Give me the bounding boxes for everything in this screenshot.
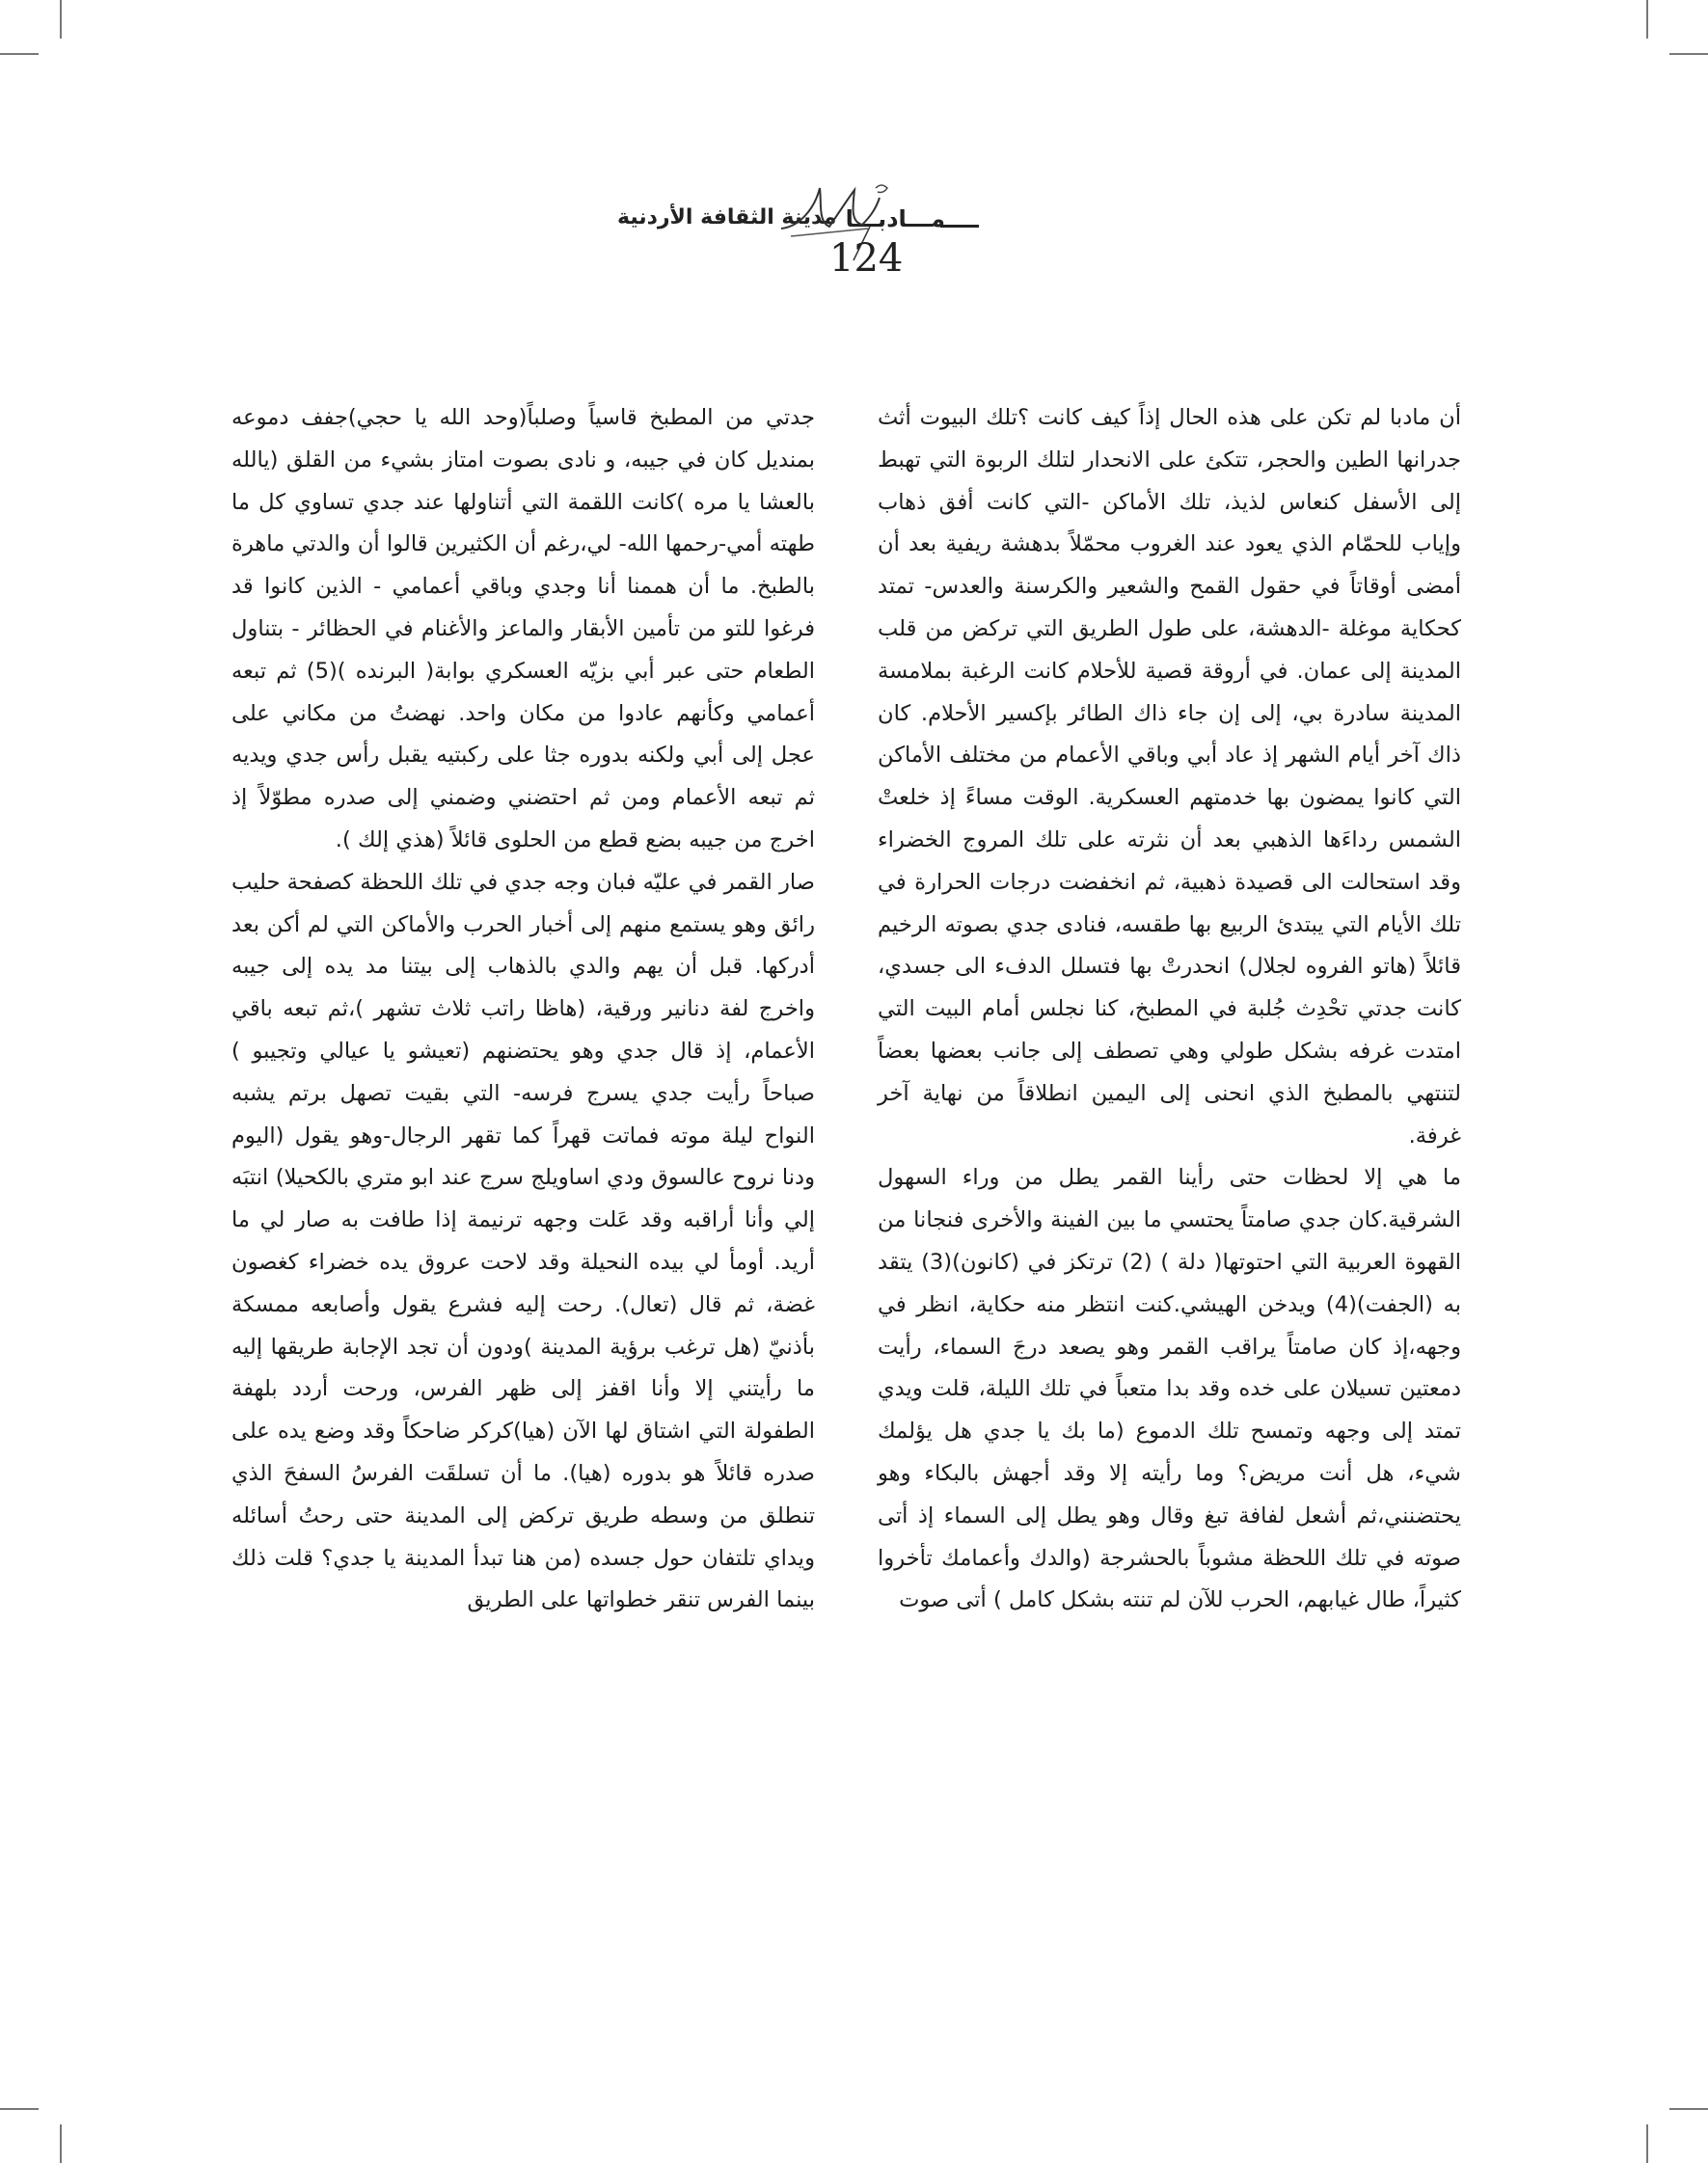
paragraph: أن مادبا لم تكن على هذه الحال إذاً كيف كانت ؟تلك البيوت أثث جدرانها الطين والحجر، تتكئ على الانحدار لتلك الربوة التي تهبط إلى الأسفل كنعاس لذيذ، تلك الأماكن -التي كانت أفق ذهاب وإياب للحمّام الذي يعود عند الغروب محمّلاً بدهشة ريفية بعد أن أمضى أوقاتاً في حقول القمح والشعير والكرسنة والعدس- تمتد كحكاية موغلة -الدهشة، على طول الطريق التي تركض من قلب المدينة إلى عمان. في أروقة قصية للأحلام كانت الرغبة بملامسة المدينة سادرة بي، إلى إن جاء ذاك الطائر بإكسير الأحلام. كان ذاك آخر أيام الشهر إذ عاد أبي وباقي الأعمام من مختلف الأماكن التي كانوا يمضون بها خدمتهم العسكرية. الوقت مساءً إذ خلعتْ الشمس رداءَها الذهبي بعد أن نثرته على تلك المروج الخضراء وقد استحالت الى قصيدة ذهبية، ثم انخفضت درجات الحرارة في تلك الأيام التي يبتدئ الربيع بها طقسه، فنادى جدي بصوته الرخيم قائلاً (هاتو الفروه لجلال) انحدرتْ بها فتسلل الدفء الى جسدي، كانت جدتي تحْدِث جُلبة في المطبخ، كنا نجلس أمام البيت التي امتدت غرفه بشكل طولي وهي تصطف إلى جانب بعضها بعضاً لتنتهي بالمطبخ الذي انحنى إلى اليمين انطلاقاً من نهاية آخر غرفة. — [878, 405, 1461, 1149]
paragraph: صار القمر في عليّه فبان وجه جدي في تلك اللحظة كصفحة حليب رائق وهو يستمع منهم إلى أخبار الحرب والأماكن التي لم أكن بعد أدركها. قبل أن يهم والدي بالذهاب إلى بيتنا مد يده إلى جيبه واخرج لفة دنانير ورقية، (هاظا راتب ثلاث تشهر )،ثم تبعه باقي الأعمام، إذ قال جدي وهو يحتضنهم (تعيشو يا عيالي وتجيبو ) صباحاً رأيت جدي يسرج فرسه- التي بقيت تصهل برتم يشبه النواح ليلة موته فماتت قهراً كما تقهر الرجال-وهو يقول (اليوم ودنا نروح عالسوق ودي اساويلج سرج عند ابو متري بالكحيلا) انتبَه إلي وأنا أراقبه وقد عَلت وجهه ترنيمة إذا طافت به صار لي ما أريد. أومأ لي بيده النحيلة وقد لاحت عروق يده خضراء كغصون غضة، ثم قال (تعال). رحت إليه فشرع يقول وأصابعه ممسكة بأذنيّ (هل ترغب برؤية المدينة )ودون أن تجد الإجابة طريقها إليه ما رأيتني إلا وأنا اقفز إلى ظهر الفرس، ورحت أردد بلهفة الطفولة التي اشتاق لها الآن (هيا)كركر ضاحكاً وقد وضع يده على صدره قائلاً هو بدوره (هيا). ما أن تسلقَت الفرسُ السفحَ الذي تنطلق من وسطه طريق تركض إلى المدينة حتى رحتُ أسائله ويداي تلتفان حول جسده (من هنا تبدأ المدينة يا جدي؟ قلت ذلك بينما الفرس تنقر خطواتها على الطريق — [231, 869, 815, 1613]
crop-mark-top-right-horizontal — [1669, 53, 1708, 55]
header-city-title: مـــادبـــا — [845, 205, 945, 232]
text-column-left — [231, 397, 815, 1622]
header-subtitle: مدينة الثقافة الأردنية — [617, 205, 837, 230]
crop-mark-bottom-left-horizontal — [0, 2108, 39, 2110]
crop-mark-top-left-vertical — [60, 0, 62, 39]
paragraph: ما هي إلا لحظات حتى رأينا القمر يطل من وراء السهول الشرقية.كان جدي صامتاً يحتسي ما بين الفينة والأخرى فنجانا من القهوة العربية التي احتوتها( دلة ) (2) ترتكز في (كانون)(3) يتقد به (الجفت)(4) ويدخن الهيشي.كنت انتظر منه حكاية، انظر في وجهه،إذ كان صامتاً يراقب القمر وهو يصعد درجَ السماء، رأيت دمعتين تسيلان على خده وقد بدا متعباً في تلك الليلة، قلت ويدي تمتد إلى وجهه وتمسح تلك الدموع (ما بك يا جدي هل يؤلمك شيء، هل أنت مريض؟ وما رأيته إلا وقد أجهش بالبكاء وهو يحتضنني،ثم أشعل لفافة تبغ وقال وهو يطل إلى السماء إذ أتى صوته في تلك اللحظة مشوباً بالحشرجة (والدك وأعمامك تأخروا كثيراً، طال غيابهم، الحرب للآن لم تنته بشكل كامل ) أتى صوت — [878, 1165, 1461, 1613]
page-number: 124 — [829, 236, 904, 281]
crop-mark-bottom-left-vertical — [60, 2124, 62, 2163]
header-rule-right — [940, 225, 979, 228]
paragraph: جدتي من المطبخ قاسياً وصلباً(وحد الله يا حجي)جفف دموعه بمنديل كان في جيبه، و نادى بصوت امتاز بشيء من القلق (يالله بالعشا يا مره )كانت اللقمة التي أتناولها عند جدي تساوي كل ما طهته أمي-رحمها الله- لي،رغم أن الكثيرين قالوا أن والدتي ماهرة بالطبخ. ما أن هممنا أنا وجدي وباقي أعمامي - الذين كانوا قد فرغوا للتو من تأمين الأبقار والماعز والأغنام في الحظائر - بتناول الطعام حتى عبر أبي بزيّه العسكري بوابة( البرنده )(5) ثم تبعه أعمامي وكأنهم عادوا من مكان واحد. نهضتُ من مكاني على عجل إلى أبي ولكنه بدوره جثا على ركبتيه يقبل رأس جدي ويديه ثم تبعه الأعمام ومن ثم احتضني وضمني إلى صدره مطوّلاً إذ اخرج من جيبه بضع قطع من الحلوى قائلاً (هذي إلك ). — [231, 405, 816, 852]
text-column-right — [878, 397, 1461, 1622]
running-header — [579, 169, 1138, 294]
crop-mark-top-right-vertical — [1646, 0, 1648, 39]
crop-mark-top-left-horizontal — [0, 53, 39, 55]
crop-mark-bottom-right-horizontal — [1669, 2108, 1708, 2110]
crop-mark-bottom-right-vertical — [1646, 2124, 1648, 2163]
